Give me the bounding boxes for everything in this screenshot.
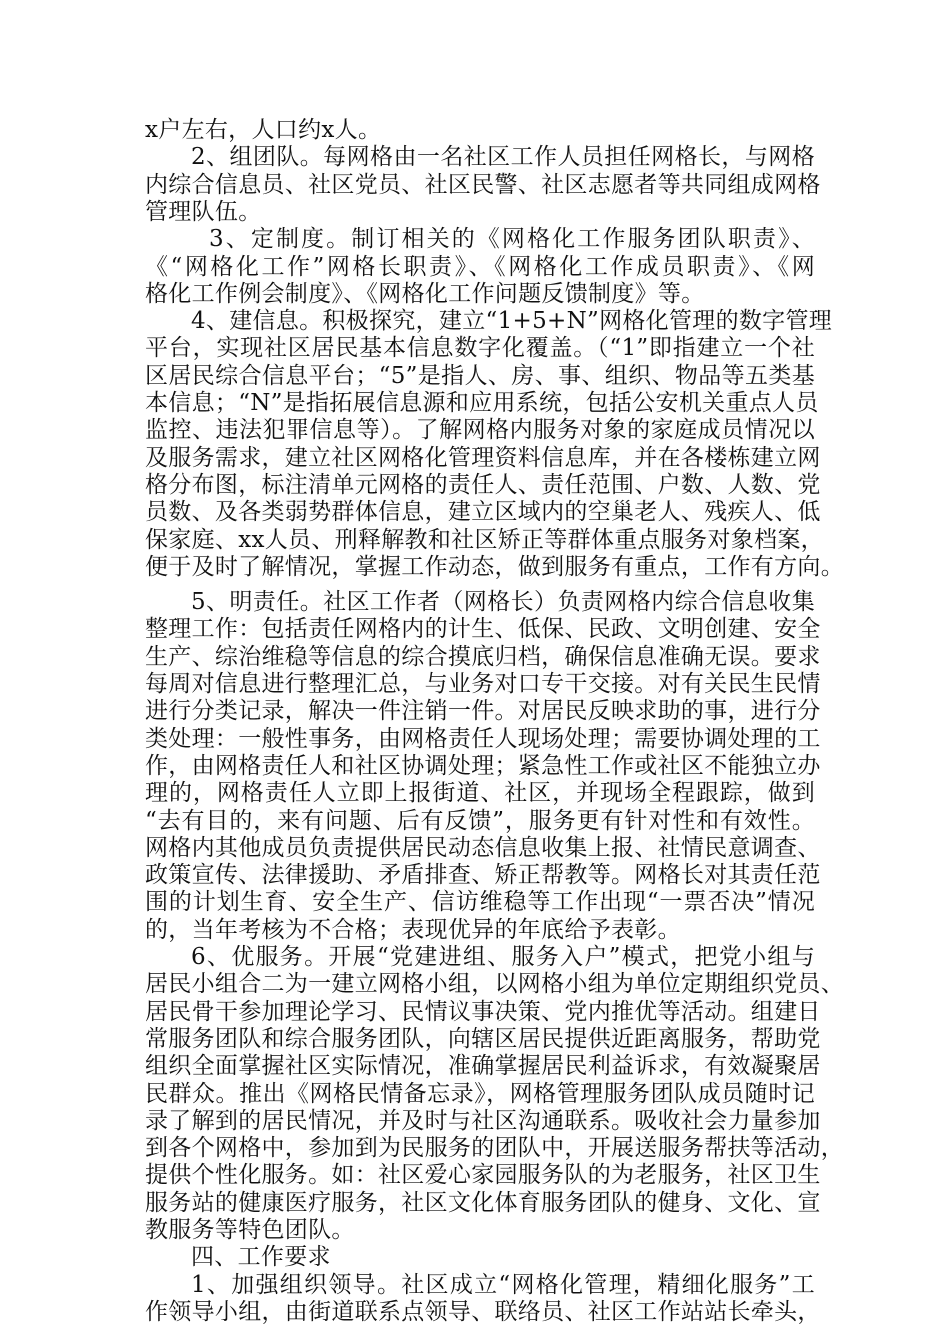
text-line: 组织全面掌握社区实际情况，准确掌握居民利益诉求，有效凝聚居 [145,1053,821,1080]
text-line: 保家庭、xx人员、刑释解教和社区矫正等群体重点服务对象档案， [145,526,824,553]
text-line: x户左右，人口约x人。 [145,117,382,143]
text-line: 便于及时了解情况，掌握工作动态，做到服务有重点，工作有方向。 [145,553,844,580]
text-line: 整理工作：包括责任网格内的计生、低保、民政、文明创建、安全 [145,616,821,643]
text-line: 生产、综治维稳等信息的综合摸底归档，确保信息准确无误。要求 [145,643,821,670]
text-line: 民群众。推出《网格民情备忘录》，网格管理服务团队成员随时记 [145,1080,815,1107]
text-line: 进行分类记录，解决一件注销一件。对居民反映求助的事，进行分 [145,698,821,725]
text-line: 本信息；“N”是指拓展信息源和应用系统，包括公安机关重点人员 [145,390,819,416]
text-line: 区居民综合信息平台；“5”是指人、房、事、组织、物品等五类基 [145,362,815,389]
text-line: 平台，实现社区居民基本信息数字化覆盖。（“1”即指建立一个社 [145,335,815,362]
text-line: 监控、违法犯罪信息等）。了解网格内服务对象的家庭成员情况以 [145,417,815,444]
text-line: 内综合信息员、社区党员、社区民警、社区志愿者等共同组成网格 [145,171,821,198]
text-line: 居民骨干参加理论学习、民情议事决策、党内推优等活动。组建日 [145,998,821,1025]
text-line: 3、定制度。制订相关的《网格化工作服务团队职责》、 [209,226,815,253]
text-line: 政策宣传、法律援助、矛盾排查、矫正帮教等。网格长对其责任范 [145,862,821,889]
text-line: 5、明责任。社区工作者（网格长）负责网格内综合信息收集 [191,589,815,616]
text-line: 2、组团队。每网格由一名社区工作人员担任网格长，与网格 [191,144,815,171]
text-line: “去有目的，来有问题、后有反馈”，服务更有针对性和有效性。 [145,807,815,834]
text-line: 4、建信息。积极探究，建立“1+5+N”网格化管理的数字管理 [191,308,833,335]
text-line: 6、优服务。开展“党建进组、服务入户”模式，把党小组与 [191,944,815,970]
text-line: 网格内其他成员负责提供居民动态信息收集上报、社情民意调查、 [145,834,821,861]
text-line: 员数、及各类弱势群体信息，建立区域内的空巢老人、残疾人、低 [145,499,821,526]
text-line: 类处理：一般性事务，由网格责任人现场处理；需要协调处理的工 [145,725,821,752]
text-line: 1、加强组织领导。社区成立“网格化管理，精细化服务”工 [191,1271,815,1298]
text-line: 格分布图，标注清单元网格的责任人、责任范围、户数、人数、党 [145,471,821,498]
text-line: 到各个网格中，参加到为民服务的团队中，开展送服务帮扶等活动， [145,1135,844,1162]
text-line: 提供个性化服务。如：社区爱心家园服务队的为老服务，社区卫生 [145,1162,821,1189]
text-line: 服务站的健康医疗服务，社区文化体育服务团队的健身、文化、宣 [145,1189,821,1216]
text-line: 格化工作例会制度》、《网格化工作问题反馈制度》等。 [145,280,705,307]
text-line: 《“网格化工作”网格长职责》、《网格化工作成员职责》、《网 [145,253,815,280]
text-line: 居民小组合二为一建立网格小组，以网格小组为单位定期组织党员、 [145,971,844,998]
text-line: 四、工作要求 [191,1244,331,1271]
text-line: 教服务等特色团队。 [145,1217,355,1243]
text-line: 每周对信息进行整理汇总，与业务对口专干交接。对有关民生民情 [145,671,821,697]
text-line: 的，当年考核为不合格；表现优异的年底给予表彰。 [145,916,681,943]
text-line: 理的，网格责任人立即上报街道、社区，并现场全程跟踪，做到 [145,780,815,807]
text-line: 作领导小组，由街道联系点领导、联络员、社区工作站站长牵头， [145,1298,821,1325]
text-line: 及服务需求，建立社区网格化管理资料信息库，并在各楼栋建立网 [145,444,821,471]
text-line: 围的计划生育、安全生产、信访维稳等工作出现“一票否决”情况 [145,889,815,916]
text-line: 作，由网格责任人和社区协调处理；紧急性工作或社区不能独立办 [145,752,821,779]
text-line: 常服务团队和综合服务团队，向辖区居民提供近距离服务，帮助党 [145,1025,821,1052]
text-line: 录了解到的居民情况，并及时与社区沟通联系。吸收社会力量参加 [145,1107,821,1134]
text-line: 管理队伍。 [145,198,262,225]
